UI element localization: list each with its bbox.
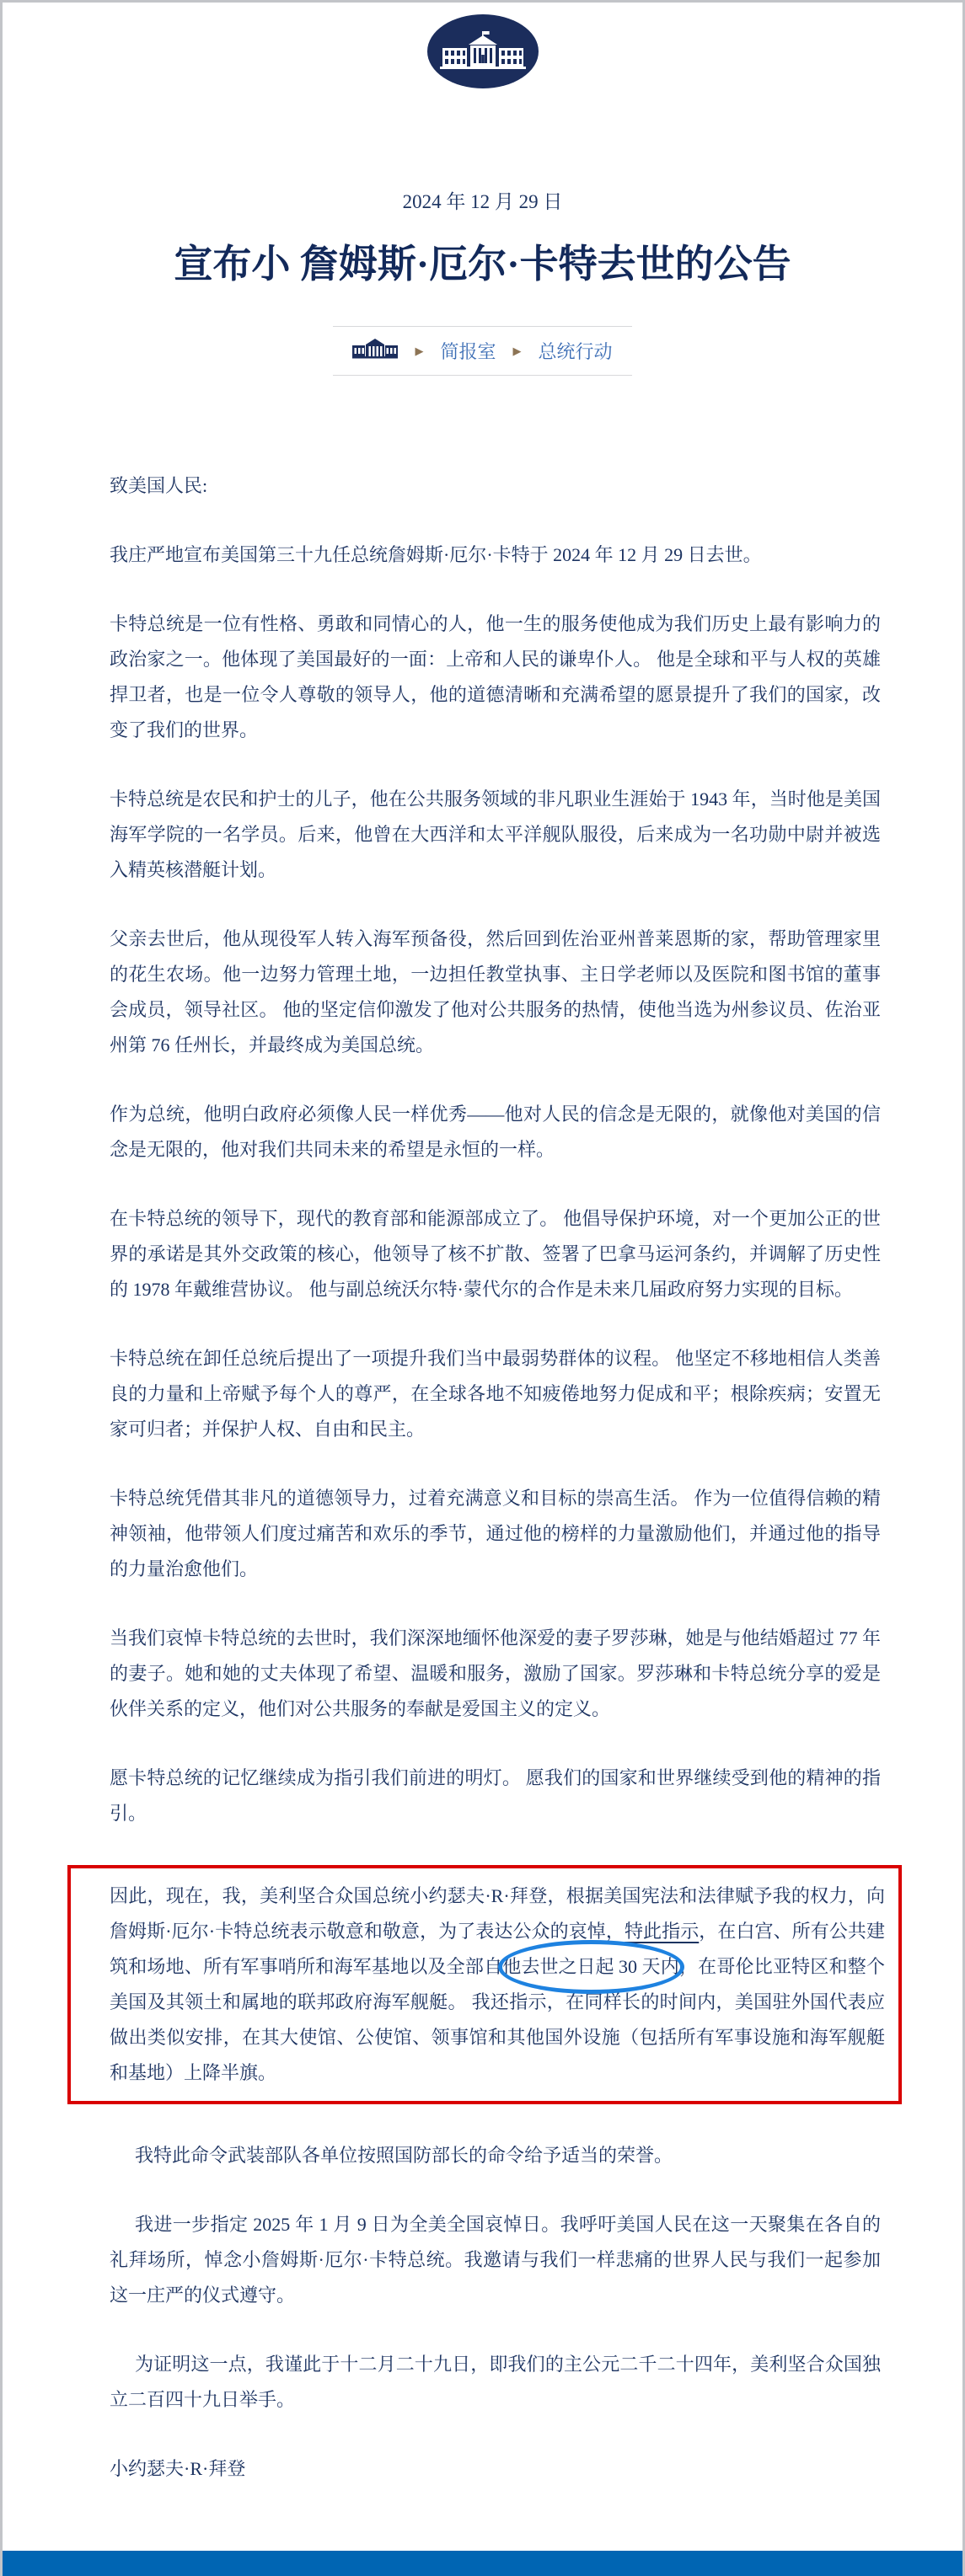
paragraph: 在卡特总统的领导下，现代的教育部和能源部成立了。 他倡导保护环境，对一个更加公正的世界的承诺是其外交政策的核心，他领导了核不扩散、签署了巴拿马运河条约，并调解了历史性的 1978 年戴维营协议。 他与副总统沃尔特·蒙代尔的合作是未来几届政府努力实现的目标。 [110, 1208, 881, 1300]
document-body [110, 468, 885, 2487]
whitehouse-seal-svg [427, 14, 539, 88]
breadcrumb-link-presidential-actions[interactable]: 总统行动 [538, 341, 613, 362]
circled-phrase: 去世之日起 30 天 [522, 1949, 661, 1985]
signature: 小约瑟夫·R·拜登 [110, 2458, 246, 2479]
paragraph: 卡特总统在卸任总统后提出了一项提升我们当中最弱势群体的议程。 他坚定不移地相信人类善良的力量和上帝赋予每个人的尊严，在全球各地不知疲倦地努力促成和平；根除疾病；安置无家可归者；并保护人权、自由和民主。 [110, 1348, 881, 1440]
page-title: 宣布小 詹姆斯·厄尔·卡特去世的公告 [174, 243, 791, 286]
paragraph: 为证明这一点，我谨此于十二月二十九日，即我们的主公元二千二十四年，美利坚合众国独立二百四十九日举手。 [110, 2354, 881, 2410]
paragraph: 我特此命令武装部队各单位按照国防部长的命令给予适当的荣誉。 [135, 2145, 673, 2166]
red-highlight-box [67, 1865, 902, 2104]
whitehouse-logo-icon[interactable] [427, 14, 539, 93]
breadcrumb-link-briefing-room[interactable]: 简报室 [440, 341, 496, 362]
paragraph: 愿卡特总统的记忆继续成为指引我们前进的明灯。 愿我们的国家和世界继续受到他的精神的指引。 [110, 1767, 881, 1824]
paragraph: 卡特总统是农民和护士的儿子，他在公共服务领域的非凡职业生涯始于 1943 年，当时他是美国海军学院的一名学员。后来，他曾在大西洋和太平洋舰队服役，后来成为一名功勋中尉并被选入精英核潜艇计划。 [110, 788, 881, 880]
paragraph: 当我们哀悼卡特总统的去世时，我们深深地缅怀他深爱的妻子罗莎琳，她是与他结婚超过 77 年的妻子。她和她的丈夫体现了希望、温暖和服务，激励了国家。罗莎琳和卡特总统分享的爱是伙伴关系的定义，他们对公共服务的奉献是爱国主义的定义。 [110, 1627, 881, 1719]
salutation: 致美国人民: [110, 475, 208, 496]
breadcrumb-arrow-icon: ▶ [512, 345, 522, 357]
paragraph: 作为总统，他明白政府必须像人民一样优秀——他对人民的信念是无限的，就像他对美国的信念是无限的，他对我们共同未来的希望是永恒的一样。 [110, 1104, 881, 1160]
paragraph: 我庄严地宣布美国第三十九任总统詹姆斯·厄尔·卡特于 2024 年 12 月 29 日去世。 [110, 544, 762, 565]
footer-bar [3, 2551, 962, 2576]
paragraph: 我进一步指定 2025 年 1 月 9 日为全美全国哀悼日。我呼吁美国人民在这一天聚集在各自的礼拜场所，悼念小詹姆斯·厄尔·卡特总统。我邀请与我们一样悲痛的世界人民与我们一起参加这一庄严的仪式遵守。 [110, 2214, 881, 2306]
paragraph: 父亲去世后，他从现役军人转入海军预备役，然后回到佐治亚州普莱恩斯的家，帮助管理家里的花生农场。他一边努力管理土地，一边担任教堂执事、主日学老师以及医院和图书馆的董事会成员，领导社区。 他的坚定信仰激发了他对公共服务的热情，使他当选为州参议员、佐治亚州第 76 任州长，并最终成为美国总统。 [110, 928, 881, 1056]
proclamation-paragraph: 因此，现在，我，美利坚合众国总统小约瑟夫·R·拜登，根据美国宪法和法律赋予我的权力，向詹姆斯·厄尔·卡特总统表示敬意和敬意，为了表达公众的哀悼，特此指示，在白宫、所有公共建筑和场地、所有军事哨所和海军基地以及全部自他 去世之日起 30 天内，在哥伦比亚特区和整个美国及其领土和属地的联邦政府海军舰艇。 我还指示，在同样长的时间内，美国驻外国代表应做出类似安排，在其大使馆、公使馆、领事馆和其他国外设施（包括所有军事设施和海军舰艇和基地）上降半旗。 [110, 1885, 885, 2083]
paragraph: 卡特总统是一位有性格、勇敢和同情心的人，他一生的服务使他成为我们历史上最有影响力的政治家之一。他体现了美国最好的一面：上帝和人民的谦卑仆人。 他是全球和平与人权的英雄捍卫者，也是一位令人尊敬的领导人，他的道德清晰和充满希望的愿景提升了我们的国家，改变了我们的世界。 [110, 613, 881, 740]
paragraph: 卡特总统凭借其非凡的道德领导力，过着充满意义和目标的崇高生活。 作为一位值得信赖的精神领袖，他带领人们度过痛苦和欢乐的季节，通过他的榜样的力量激励他们，并通过他的指导的力量治愈他们。 [110, 1488, 881, 1579]
breadcrumb [333, 326, 632, 376]
whitehouse-facade-icon[interactable] [352, 339, 398, 363]
publication-date: 2024 年 12 月 29 日 [402, 191, 563, 212]
underlined-phrase: 特此指示 [624, 1921, 700, 1942]
breadcrumb-arrow-icon: ▶ [415, 345, 424, 357]
